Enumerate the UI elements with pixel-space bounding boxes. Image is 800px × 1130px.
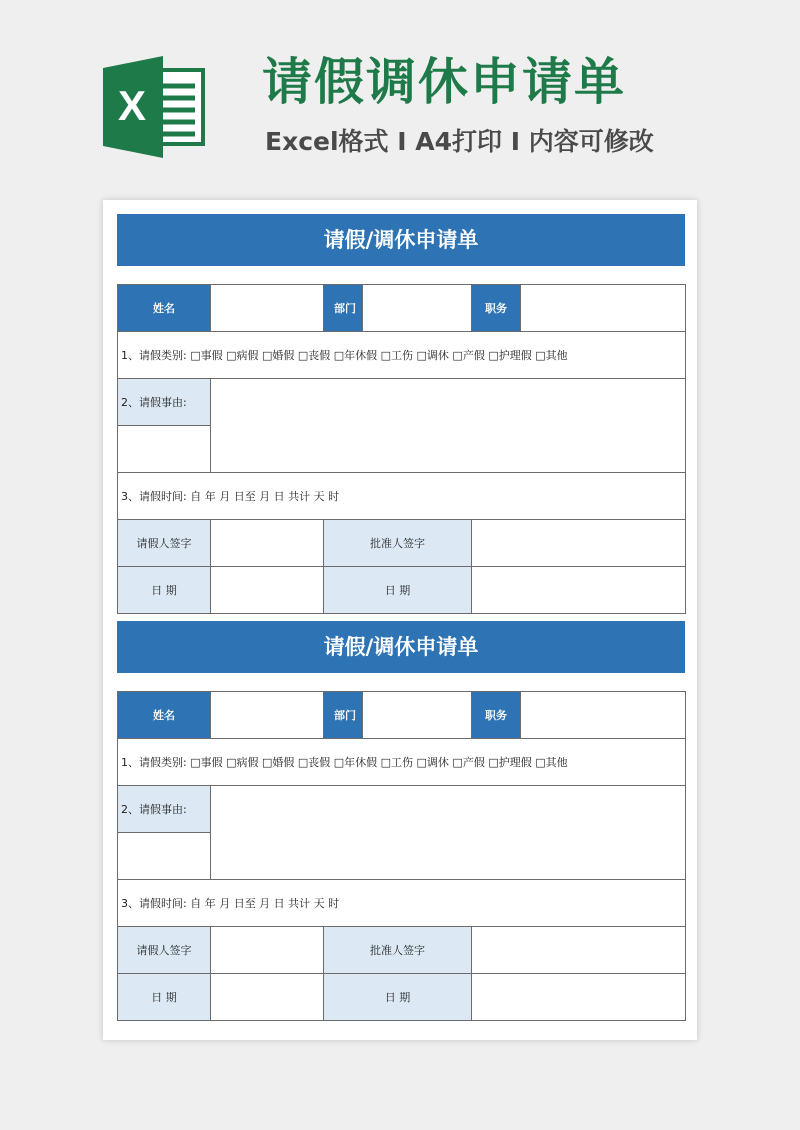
approver-signature-field[interactable] bbox=[472, 520, 686, 567]
leave-type-row[interactable]: 1、请假类别: □事假 □病假 □婚假 □丧假 □年休假 □工伤 □调休 □产假 □护理假 □其他 bbox=[118, 332, 686, 379]
form-title: 请假/调休申请单 bbox=[117, 214, 685, 266]
approver-date-field[interactable] bbox=[472, 974, 686, 1021]
approver-signature-field[interactable] bbox=[472, 927, 686, 974]
reason-blank-cell bbox=[118, 833, 211, 880]
leave-form-2 bbox=[117, 621, 685, 1021]
name-label: 姓名 bbox=[118, 692, 211, 739]
leave-time-row[interactable]: 3、请假时间: 自 年 月 日至 月 日 共计 天 时 bbox=[118, 473, 686, 520]
reason-field[interactable] bbox=[211, 786, 686, 880]
form-table bbox=[117, 691, 686, 1021]
department-label: 部门 bbox=[324, 285, 363, 332]
applicant-date-field[interactable] bbox=[211, 974, 324, 1021]
page-subtitle: Excel格式 I A4打印 I 内容可修改 bbox=[265, 127, 654, 156]
excel-icon-letter: X bbox=[117, 82, 147, 129]
leave-time-row[interactable]: 3、请假时间: 自 年 月 日至 月 日 共计 天 时 bbox=[118, 880, 686, 927]
applicant-signature-label: 请假人签字 bbox=[118, 927, 211, 974]
department-field[interactable] bbox=[363, 285, 472, 332]
department-label: 部门 bbox=[324, 692, 363, 739]
position-field[interactable] bbox=[521, 285, 686, 332]
leave-form-1 bbox=[117, 214, 685, 614]
position-field[interactable] bbox=[521, 692, 686, 739]
applicant-date-label: 日 期 bbox=[118, 974, 211, 1021]
reason-blank-cell bbox=[118, 426, 211, 473]
reason-label: 2、请假事由: bbox=[118, 786, 211, 833]
position-label: 职务 bbox=[472, 285, 521, 332]
leave-type-row[interactable]: 1、请假类别: □事假 □病假 □婚假 □丧假 □年休假 □工伤 □调休 □产假 □护理假 □其他 bbox=[118, 739, 686, 786]
approver-date-label: 日 期 bbox=[324, 974, 472, 1021]
applicant-signature-field[interactable] bbox=[211, 520, 324, 567]
position-label: 职务 bbox=[472, 692, 521, 739]
approver-signature-label: 批准人签字 bbox=[324, 927, 472, 974]
approver-date-field[interactable] bbox=[472, 567, 686, 614]
name-field[interactable] bbox=[211, 692, 324, 739]
reason-field[interactable] bbox=[211, 379, 686, 473]
applicant-signature-field[interactable] bbox=[211, 927, 324, 974]
applicant-signature-label: 请假人签字 bbox=[118, 520, 211, 567]
page-title: 请假调休申请单 bbox=[262, 53, 626, 111]
name-label: 姓名 bbox=[118, 285, 211, 332]
approver-date-label: 日 期 bbox=[324, 567, 472, 614]
form-table bbox=[117, 284, 686, 614]
department-field[interactable] bbox=[363, 692, 472, 739]
excel-icon bbox=[103, 56, 205, 158]
page-header bbox=[0, 0, 800, 190]
form-title: 请假/调休申请单 bbox=[117, 621, 685, 673]
approver-signature-label: 批准人签字 bbox=[324, 520, 472, 567]
reason-label: 2、请假事由: bbox=[118, 379, 211, 426]
name-field[interactable] bbox=[211, 285, 324, 332]
applicant-date-field[interactable] bbox=[211, 567, 324, 614]
applicant-date-label: 日 期 bbox=[118, 567, 211, 614]
form-paper bbox=[103, 200, 697, 1040]
